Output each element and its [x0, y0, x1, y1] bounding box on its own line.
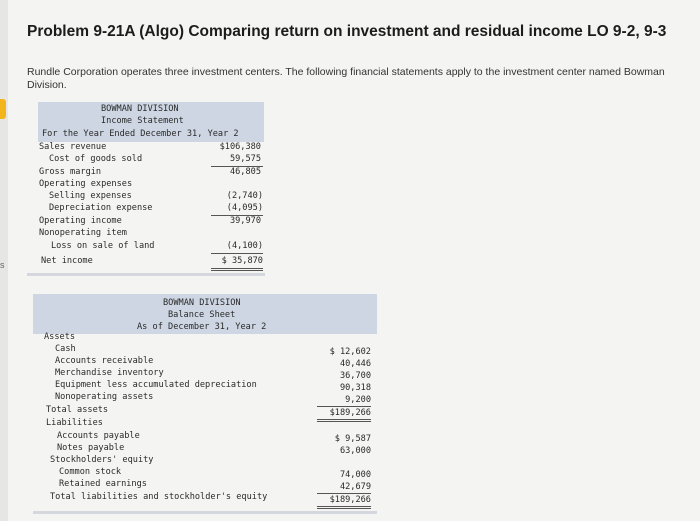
bs-header-company: BOWMAN DIVISION [163, 298, 241, 308]
is-row-value: 59,575 [229, 154, 261, 164]
problem-intro: Rundle Corporation operates three investment centers. The following financial statements apply to the investment center named Bowman Division. [27, 66, 665, 91]
is-row-label: Sales revenue [39, 142, 107, 152]
bs-row-label: Cash [55, 344, 76, 354]
is-header-title: Income Statement [101, 116, 184, 126]
bs-row-value: $189,266 [329, 408, 371, 418]
is-row-value: (2,740) [226, 191, 263, 201]
is-row-value: (4,100) [226, 241, 263, 251]
bs-row-label: Stockholders' equity [50, 455, 154, 465]
bs-row-label: Equipment less accumulated depreciation [55, 380, 257, 390]
bs-underline [317, 493, 371, 494]
bs-row-label: Nonoperating assets [55, 392, 154, 402]
bs-row-value: 74,000 [339, 470, 371, 480]
is-double-underline [211, 268, 263, 271]
bs-row-value: 36,700 [339, 371, 371, 381]
is-bottom-border [27, 273, 265, 276]
bs-row-label: Common stock [59, 467, 122, 477]
balance-sheet-header [33, 294, 377, 334]
is-row-value: 39,970 [229, 216, 261, 226]
bs-row-value: 90,318 [339, 383, 371, 393]
bs-double-underline [317, 506, 371, 509]
is-header-period: For the Year Ended December 31, Year 2 [42, 129, 239, 139]
is-underline [211, 253, 263, 254]
bs-row-value: 42,679 [339, 482, 371, 492]
is-header-company: BOWMAN DIVISION [101, 104, 179, 114]
bs-row-value: $ 12,602 [329, 347, 371, 357]
bs-row-label: Accounts payable [57, 431, 140, 441]
is-row-value: (4,095) [226, 203, 263, 213]
bs-row-label: Assets [44, 332, 76, 342]
bs-row-label: Notes payable [57, 443, 125, 453]
bs-row-value: 9,200 [345, 395, 371, 405]
bs-row-label: Total assets [46, 405, 109, 415]
is-row-label: Selling expenses [49, 191, 132, 201]
bs-row-value: $ 9,587 [334, 434, 371, 444]
income-statement [27, 102, 327, 274]
bs-row-label: Retained earnings [59, 479, 147, 489]
bs-row-value: 63,000 [339, 446, 371, 456]
is-row-label: Loss on sale of land [51, 241, 155, 251]
problem-title: Problem 9-21A (Algo) Comparing return on investment and residual income LO 9-2, 9-3 [27, 23, 667, 40]
bs-double-underline [317, 419, 371, 422]
is-row-label: Operating expenses [39, 179, 133, 189]
bs-row-label: Liabilities [46, 418, 103, 428]
bs-row-label: Total liabilities and stockholder's equity [50, 492, 268, 502]
bs-bottom-border [33, 511, 377, 514]
edge-glyph: s [0, 260, 5, 270]
is-row-label: Cost of goods sold [49, 154, 143, 164]
bs-row-label: Accounts receivable [55, 356, 154, 366]
is-row-value: $ 35,870 [221, 256, 263, 266]
is-row-label: Gross margin [39, 167, 102, 177]
is-row-value: $106,380 [219, 142, 261, 152]
is-row-label: Nonoperating item [39, 228, 127, 238]
balance-sheet [33, 294, 377, 514]
bs-row-label: Merchandise inventory [55, 368, 164, 378]
bs-row-value: $189,266 [329, 495, 371, 505]
bs-header-date: As of December 31, Year 2 [137, 322, 267, 332]
question-marker [0, 99, 6, 119]
bs-underline [317, 406, 371, 407]
bs-row-value: 40,446 [339, 359, 371, 369]
is-row-label: Depreciation expense [49, 203, 153, 213]
is-row-label: Net income [41, 256, 93, 266]
income-statement-header [38, 102, 264, 142]
is-row-label: Operating income [39, 216, 122, 226]
is-row-value: 46,805 [229, 167, 261, 177]
bs-header-title: Balance Sheet [168, 310, 236, 320]
